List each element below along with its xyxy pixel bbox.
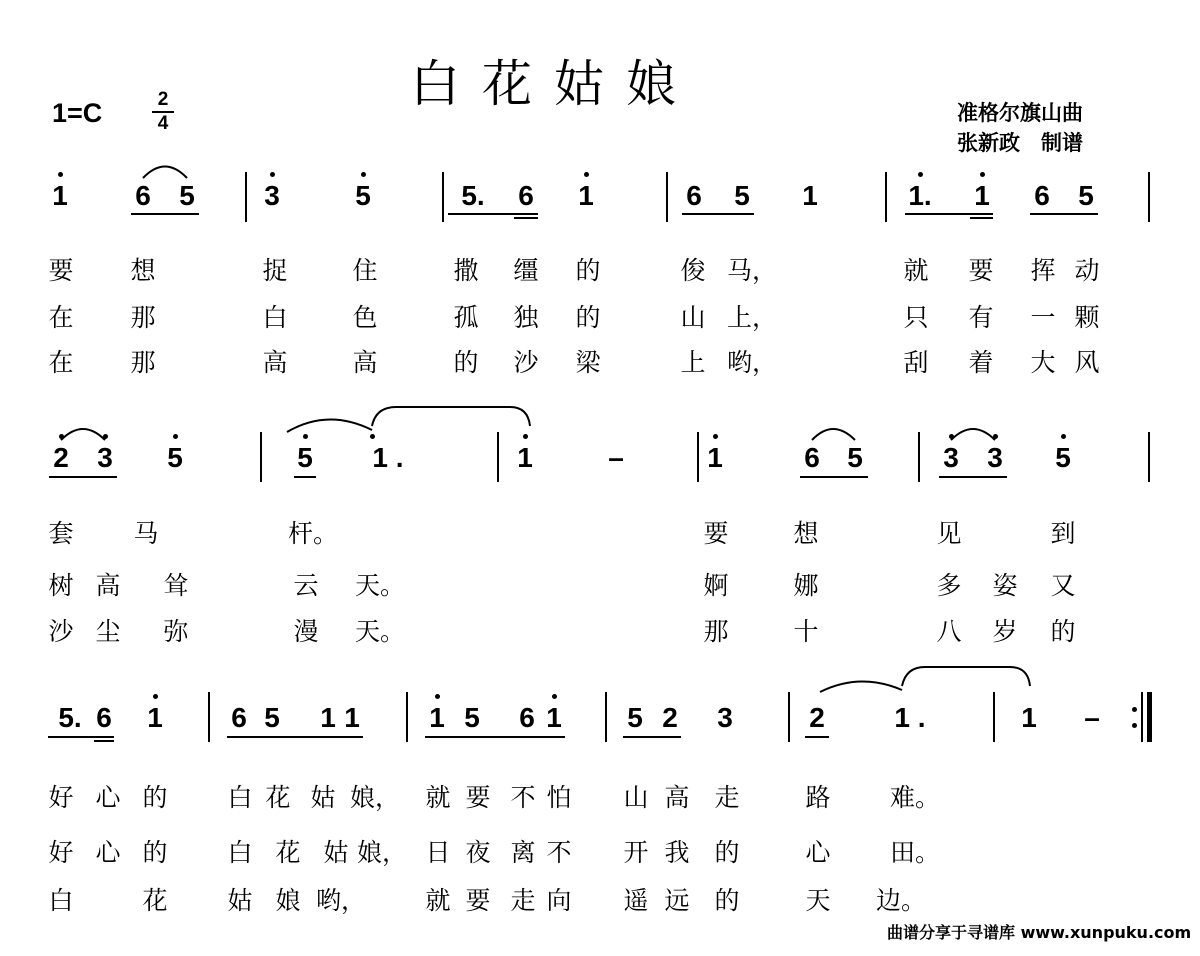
- lyric-char: 的: [142, 783, 168, 812]
- lyric-char: 又: [1050, 571, 1076, 600]
- note: 1: [578, 180, 594, 211]
- lyric-char: 沙: [48, 617, 74, 646]
- lyric-char: 开: [623, 838, 649, 867]
- lyric-char: 的: [714, 886, 740, 915]
- lyric-char: 刮: [903, 348, 929, 377]
- lyric-char: 难。: [889, 783, 941, 812]
- lyric-char: 树: [48, 571, 74, 600]
- lyric-char: 马: [133, 519, 159, 548]
- slur: [820, 681, 902, 692]
- lyric-char: 要: [968, 256, 994, 285]
- dash: –: [1084, 702, 1100, 733]
- lyric-char: 耸: [163, 571, 189, 600]
- lyric-char: 只: [903, 303, 929, 332]
- lyric-char: 走: [510, 886, 536, 915]
- slur: [812, 429, 855, 440]
- lyric-char: 到: [1050, 519, 1076, 548]
- note: 2: [809, 702, 825, 733]
- lyric-char: 俊: [680, 256, 706, 285]
- note: 1: [344, 702, 360, 733]
- lyric-char: 那: [130, 303, 156, 332]
- slur: [143, 167, 187, 179]
- lyric-char: 有: [968, 303, 994, 332]
- lyric-char: 套: [48, 519, 74, 548]
- note: 1: [320, 702, 336, 733]
- lyric-char: 白: [227, 783, 253, 812]
- credit-origin: 准格尔旗山曲: [957, 101, 1083, 125]
- lyric-char: 要: [465, 886, 491, 915]
- lyric-char: 梁: [575, 348, 601, 377]
- lyric-char: 白: [48, 886, 74, 915]
- note: 5: [734, 180, 750, 211]
- lyric-char: 的: [1050, 617, 1076, 646]
- lyric-char: 马，: [726, 256, 778, 285]
- lyric-char: 捉: [262, 256, 288, 285]
- lyric-char: 在: [48, 348, 74, 377]
- lyric-char: 娘: [275, 886, 301, 915]
- note: 1: [802, 180, 818, 211]
- lyric-char: 要: [703, 519, 729, 548]
- lyric-char: 漫: [293, 617, 319, 646]
- lyric-char: 住: [352, 256, 378, 285]
- lyric-char: 婀: [703, 571, 729, 600]
- note: 3: [97, 442, 113, 473]
- note: 5: [1055, 442, 1071, 473]
- lyric-char: 边。: [875, 886, 927, 915]
- slur: [61, 429, 105, 440]
- note: 1: [147, 702, 163, 733]
- lyric-char: 山: [623, 783, 649, 812]
- lyric-char: 心: [95, 783, 121, 812]
- lyric-char: 日: [425, 838, 451, 867]
- time-signature-bottom: 4: [157, 113, 169, 134]
- lyric-char: 的: [142, 838, 168, 867]
- note: 5: [627, 702, 643, 733]
- lyric-char: 一: [1030, 303, 1056, 332]
- note: 1: [974, 180, 990, 211]
- lyric-char: 尘: [95, 617, 121, 646]
- watermark-footer: 曲谱分享于寻谱库 www.xunpuku.com: [887, 923, 1192, 942]
- note: 3: [987, 442, 1003, 473]
- lyric-char: 想: [793, 519, 819, 548]
- note: 2: [53, 442, 69, 473]
- lyric-char: 那: [130, 348, 156, 377]
- note: 5.: [58, 702, 82, 733]
- note: 6: [231, 702, 247, 733]
- lyric-char: 缰: [513, 256, 539, 285]
- note: 5: [297, 442, 313, 473]
- lyric-char: 不: [546, 838, 572, 867]
- note: 6: [686, 180, 702, 211]
- lyric-char: 的: [714, 838, 740, 867]
- lyric-char: 那: [703, 617, 729, 646]
- lyric-char: 离: [510, 838, 536, 867]
- note: 1: [429, 702, 445, 733]
- lyric-char: 岁: [992, 617, 1018, 646]
- lyric-char: 花: [142, 886, 168, 915]
- lyric-char: 高: [95, 571, 121, 600]
- lyric-char: 天。: [354, 571, 406, 600]
- lyric-char: 上，: [726, 303, 778, 332]
- lyric-char: 云: [293, 571, 319, 600]
- note: 5.: [461, 180, 485, 211]
- lyric-char: 的: [575, 303, 601, 332]
- lyric-char: 沙: [513, 348, 539, 377]
- lyric-char: 的: [453, 348, 479, 377]
- note: 1 .: [372, 442, 404, 473]
- note: 3: [943, 442, 959, 473]
- lyric-char: 独: [513, 303, 539, 332]
- lyric-char: 高: [352, 348, 378, 377]
- lyric-char: 哟，: [726, 348, 778, 377]
- lyric-char: 姑: [310, 783, 336, 812]
- lyric-char: 弥: [163, 617, 189, 646]
- lyric-char: 娜: [793, 571, 819, 600]
- lyric-char: 高: [262, 348, 288, 377]
- lyric-char: 就: [425, 783, 451, 812]
- lyric-char: 田。: [889, 838, 941, 867]
- lyric-char: 见: [936, 519, 962, 548]
- note: 3: [717, 702, 733, 733]
- lyric-char: 白: [227, 838, 253, 867]
- lyric-char: 走: [714, 783, 740, 812]
- lyric-char: 的: [575, 256, 601, 285]
- lyric-char: 心: [805, 838, 831, 867]
- note: 1: [517, 442, 533, 473]
- lyric-char: 就: [425, 886, 451, 915]
- lyric-char: 心: [95, 838, 121, 867]
- lyric-char: 姑: [227, 886, 253, 915]
- note: 6: [96, 702, 112, 733]
- lyric-char: 山: [680, 303, 706, 332]
- lyric-char: 花: [275, 838, 301, 867]
- lyric-char: 远: [664, 886, 690, 915]
- time-signature-top: 2: [157, 89, 169, 110]
- lyric-char: 高: [664, 783, 690, 812]
- lyric-char: 不: [510, 783, 536, 812]
- lyric-char: 想: [130, 256, 156, 285]
- note: 5: [1078, 180, 1094, 211]
- lyric-char: 在: [48, 303, 74, 332]
- lyric-char: 夜: [465, 838, 491, 867]
- tie: [902, 667, 1030, 686]
- note: 5: [264, 702, 280, 733]
- lyric-char: 哟，: [315, 886, 367, 915]
- note: 1 .: [894, 702, 926, 733]
- lyric-char: 天: [805, 886, 831, 915]
- lyric-char: 大: [1030, 348, 1056, 377]
- slur: [951, 429, 995, 440]
- note: 5: [355, 180, 371, 211]
- lyric-char: 遥: [623, 886, 649, 915]
- lyric-char: 风: [1074, 348, 1100, 377]
- lyric-char: 路: [805, 783, 831, 812]
- lyric-char: 姑: [323, 838, 349, 867]
- lyric-char: 要: [465, 783, 491, 812]
- lyric-char: 着: [968, 348, 994, 377]
- lyric-char: 杆。: [287, 519, 339, 548]
- lyric-char: 好: [48, 783, 74, 812]
- lyric-char: 我: [664, 838, 690, 867]
- note: 6: [518, 180, 534, 211]
- lyric-char: 怕: [546, 783, 572, 812]
- note: 5: [167, 442, 183, 473]
- lyric-char: 孤: [453, 303, 479, 332]
- lyric-char: 要: [48, 256, 74, 285]
- note: 6: [135, 180, 151, 211]
- note: 5: [179, 180, 195, 211]
- note: 6: [804, 442, 820, 473]
- lyric-char: 娘，: [349, 783, 401, 812]
- lyric-char: 多: [936, 571, 962, 600]
- key-signature: 1=C: [52, 98, 103, 128]
- tie: [372, 407, 530, 426]
- lyric-char: 色: [352, 303, 378, 332]
- lyric-char: 花: [265, 783, 291, 812]
- lyric-char: 娘，: [356, 838, 408, 867]
- lyric-char: 十: [793, 617, 819, 646]
- lyric-char: 好: [48, 838, 74, 867]
- lyric-char: 白: [262, 303, 288, 332]
- lyric-char: 撒: [453, 256, 479, 285]
- lyric-char: 上: [680, 348, 706, 377]
- note: 6: [1034, 180, 1050, 211]
- note: 1: [52, 180, 68, 211]
- lyric-char: 挥: [1030, 256, 1056, 285]
- lyric-char: 八: [936, 617, 962, 646]
- lyric-char: 就: [903, 256, 929, 285]
- lyric-char: 颗: [1074, 303, 1100, 332]
- note: 3: [264, 180, 280, 211]
- lyric-char: 天。: [354, 617, 406, 646]
- note: 2: [662, 702, 678, 733]
- dash: –: [608, 442, 624, 473]
- note: 5: [464, 702, 480, 733]
- lyric-char: 姿: [992, 571, 1018, 600]
- note: 1: [1021, 702, 1037, 733]
- note: 1: [546, 702, 562, 733]
- slur: [287, 419, 372, 432]
- lyric-char: 向: [546, 886, 572, 915]
- note: 1.: [908, 180, 932, 211]
- note: 5: [847, 442, 863, 473]
- credit-arranger: 张新政 制谱: [957, 131, 1083, 155]
- note: 1: [707, 442, 723, 473]
- note: 6: [519, 702, 535, 733]
- lyric-char: 动: [1074, 256, 1100, 285]
- song-title: 白花姑娘: [410, 55, 698, 113]
